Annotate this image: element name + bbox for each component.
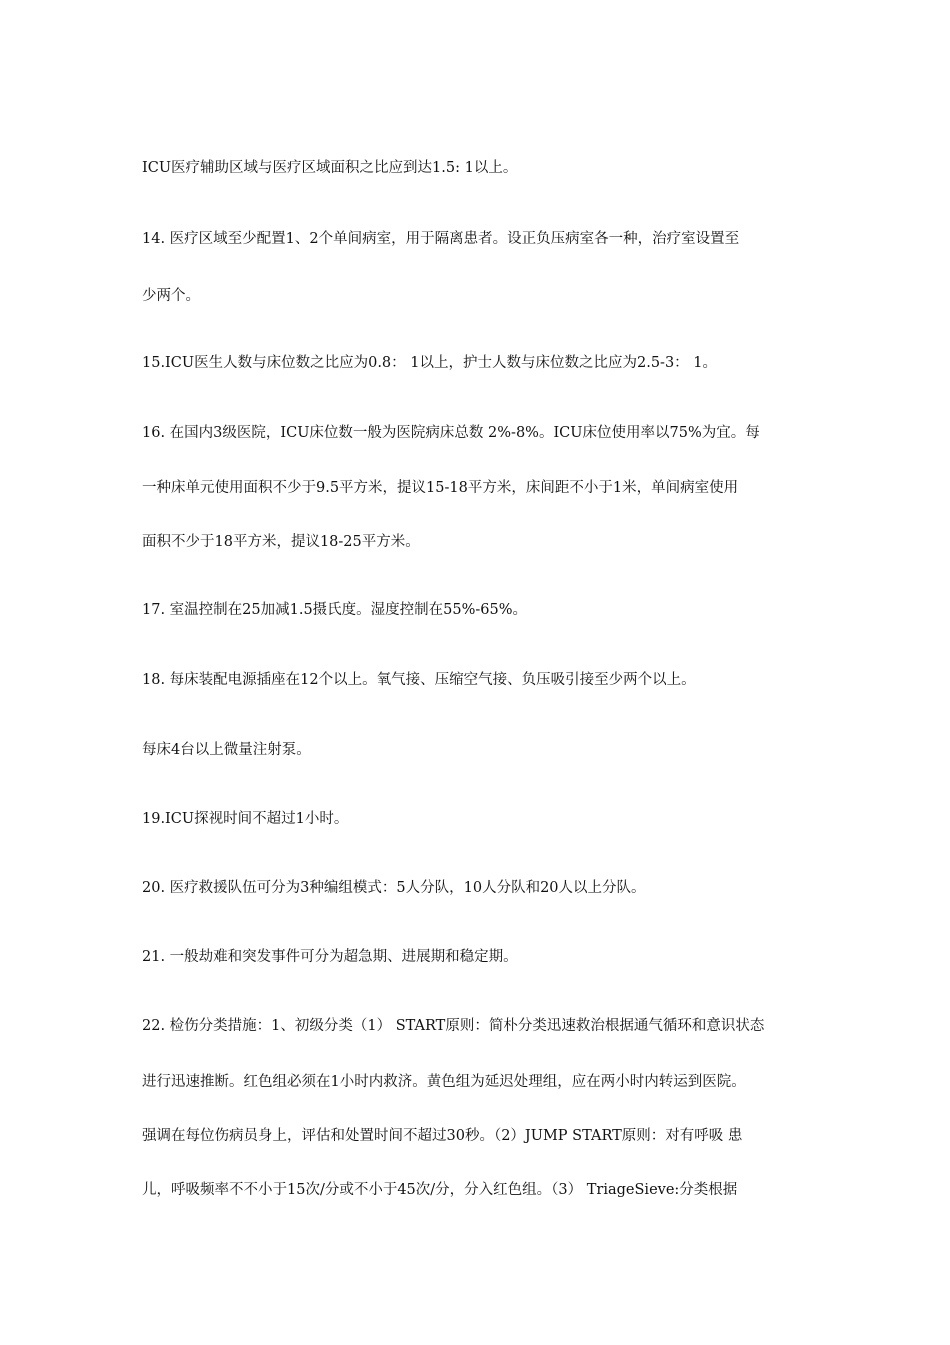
text-line-18: 18. 每床装配电源插座在12个以上。氧气接、压缩空气接、负压吸引接至少两个以上。: [142, 672, 696, 688]
text-line-17: 17. 室温控制在25加减1.5摄氏度。湿度控制在55%-65%。: [142, 602, 528, 618]
text-line-22: 22. 检伤分类措施：1、初级分类（1） START原则：简朴分类迅速救治根据通气循环和意识状态: [142, 1018, 765, 1034]
text-line-16-cont-2: 面积不少于18平方米，提议18-25平方米。: [142, 534, 420, 550]
text-line-icu-ratio: ICU医疗辅助区域与医疗区域面积之比应到达1.5: 1以上。: [142, 160, 518, 176]
text-line-21: 21. 一般劫难和突发事件可分为超急期、进展期和稳定期。: [142, 949, 518, 965]
text-line-15: 15.ICU医生人数与床位数之比应为0.8： 1以上，护士人数与床位数之比应为2.5-3： 1。: [142, 355, 718, 371]
text-line-14-cont: 少两个。: [142, 288, 200, 304]
text-line-16-cont-1: 一种床单元使用面积不少于9.5平方米，提议15-18平方米，床间距不小于1米，单间病室使用: [142, 480, 739, 496]
text-line-14: 14. 医疗区域至少配置1、2个单间病室，用于隔离患者。设正负压病室各一种，治疗室设置至: [142, 231, 740, 247]
text-line-16: 16. 在国内3级医院，ICU床位数一般为医院病床总数 2%-8%。ICU床位使用率以75%为宜。每: [142, 425, 760, 441]
text-line-19: 19.ICU探视时间不超过1小时。: [142, 811, 349, 827]
text-line-20: 20. 医疗救援队伍可分为3种编组模式：5人分队，10人分队和20人以上分队。: [142, 880, 646, 896]
text-line-22-cont-2: 强调在每位伤病员身上，评估和处置时间不超过30秒。（2）JUMP START原则：对有呼吸 患: [142, 1128, 743, 1144]
text-line-22-cont-1: 进行迅速推断。红色组必须在1小时内救济。黄色组为延迟处理组，应在两小时内转运到医院。: [142, 1074, 746, 1090]
text-line-18-cont: 每床4台以上微量注射泵。: [142, 742, 311, 758]
text-line-22-cont-3: 儿，呼吸频率不不小于15次/分或不小于45次/分，分入红色组。（3） TriageSieve:分类根据: [142, 1182, 738, 1198]
